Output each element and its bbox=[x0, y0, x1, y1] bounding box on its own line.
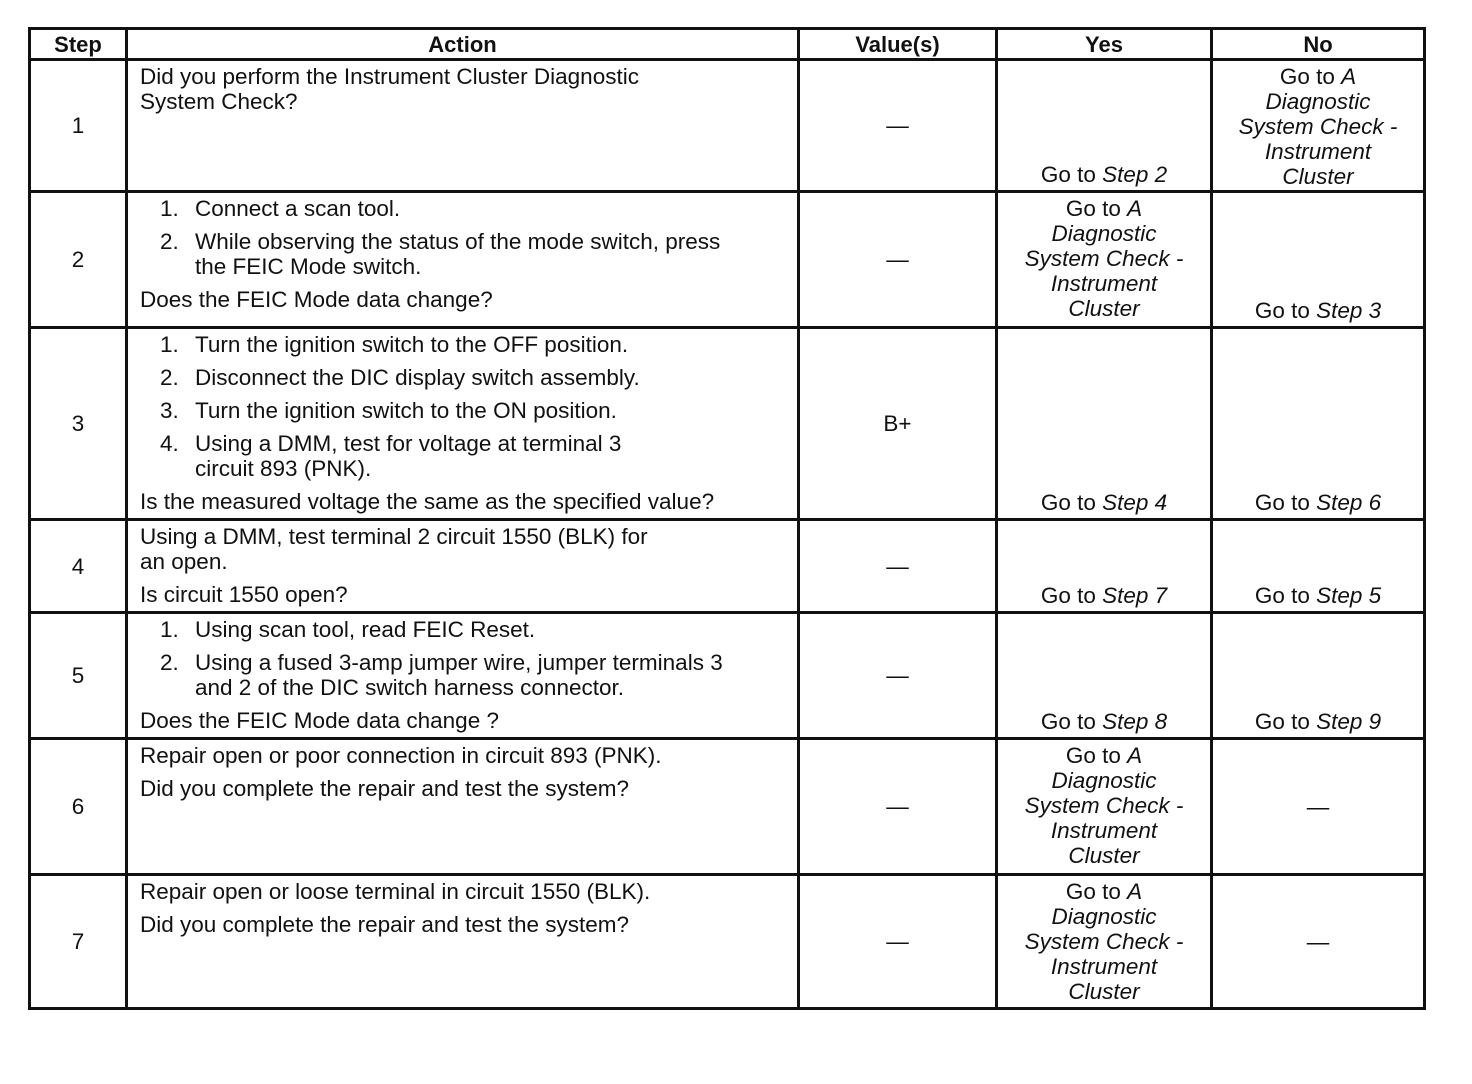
action-content bbox=[140, 332, 789, 514]
action-step-text: Disconnect the DIC display switch assembly. bbox=[195, 365, 640, 390]
no-cell bbox=[1212, 739, 1425, 875]
goto-line bbox=[1213, 709, 1423, 734]
goto-prefix: Go to bbox=[1040, 490, 1103, 515]
goto-prefix: Go to bbox=[1040, 709, 1103, 734]
action-step-text: Connect a scan tool. bbox=[195, 196, 401, 221]
goto-prefix: Go to bbox=[1279, 64, 1342, 89]
spacer bbox=[140, 904, 789, 912]
action-cell bbox=[127, 739, 799, 875]
goto-link[interactable]: Step 5 bbox=[1316, 583, 1382, 608]
goto-link-line: System Check - bbox=[1024, 246, 1184, 271]
table-row bbox=[30, 739, 1425, 875]
action-step-text: Using a fused 3-amp jumper wire, jumper terminals 3 bbox=[195, 650, 723, 675]
step-cell: 6 bbox=[30, 739, 127, 875]
goto-link-line: Diagnostic bbox=[1051, 221, 1157, 246]
action-step-number: 1. bbox=[160, 332, 179, 357]
goto-link-line: System Check - bbox=[1024, 793, 1184, 818]
goto-link-line: Instrument bbox=[1050, 271, 1158, 296]
value-cell: — bbox=[799, 739, 997, 875]
action-question: Does the FEIC Mode data change? bbox=[140, 287, 493, 312]
goto-reference bbox=[1213, 298, 1423, 323]
goto-link-line: Instrument bbox=[1050, 954, 1158, 979]
action-steps-list bbox=[140, 617, 789, 708]
goto-link-line: Diagnostic bbox=[1051, 768, 1157, 793]
action-cell bbox=[127, 520, 799, 613]
action-step-text: the FEIC Mode switch. bbox=[195, 254, 422, 279]
action-text-line: Repair open or loose terminal in circuit 1550 (BLK). bbox=[140, 879, 651, 904]
action-step-text: and 2 of the DIC switch harness connector. bbox=[195, 675, 624, 700]
header-values: Value(s) bbox=[799, 29, 997, 60]
yes-cell bbox=[997, 739, 1212, 875]
step-cell: 1 bbox=[30, 60, 127, 192]
action-content bbox=[140, 64, 789, 114]
action-step-item bbox=[140, 398, 789, 423]
goto-line bbox=[998, 709, 1210, 734]
goto-reference bbox=[998, 709, 1210, 734]
action-text-line: an open. bbox=[140, 549, 228, 574]
goto-reference bbox=[998, 743, 1210, 868]
action-step-number: 3. bbox=[160, 398, 179, 423]
goto-reference bbox=[998, 879, 1210, 1004]
header-row bbox=[30, 29, 1425, 60]
action-question: Is the measured voltage the same as the specified value? bbox=[140, 489, 715, 514]
goto-link[interactable]: Step 8 bbox=[1102, 709, 1168, 734]
action-step-item bbox=[140, 617, 789, 642]
goto-link-line: System Check - bbox=[1024, 929, 1184, 954]
table-row bbox=[30, 875, 1425, 1009]
no-cell bbox=[1212, 520, 1425, 613]
step-cell: 3 bbox=[30, 328, 127, 520]
goto-link-line: Cluster bbox=[1068, 843, 1140, 868]
goto-link-line: Cluster bbox=[1068, 296, 1140, 321]
header-no: No bbox=[1212, 29, 1425, 60]
table-row bbox=[30, 613, 1425, 739]
no-cell bbox=[1212, 875, 1425, 1009]
goto-prefix: Go to bbox=[1040, 583, 1103, 608]
goto-line bbox=[1213, 64, 1423, 89]
action-step-number: 4. bbox=[160, 431, 179, 456]
goto-line bbox=[1213, 583, 1423, 608]
no-cell bbox=[1212, 613, 1425, 739]
goto-link-line: Diagnostic bbox=[1051, 904, 1157, 929]
goto-prefix: Go to bbox=[1254, 298, 1317, 323]
action-cell bbox=[127, 875, 799, 1009]
action-content bbox=[140, 196, 789, 312]
goto-line bbox=[998, 162, 1210, 187]
goto-prefix: Go to bbox=[1065, 196, 1128, 221]
action-cell bbox=[127, 328, 799, 520]
goto-line bbox=[998, 743, 1210, 768]
action-step-text: Using a DMM, test for voltage at terminal 3 bbox=[195, 431, 622, 456]
goto-reference bbox=[998, 162, 1210, 187]
value-cell: — bbox=[799, 60, 997, 192]
no-cell bbox=[1212, 192, 1425, 328]
action-cell bbox=[127, 60, 799, 192]
goto-reference bbox=[1213, 583, 1423, 608]
goto-prefix: Go to bbox=[1254, 583, 1317, 608]
goto-prefix: Go to bbox=[1065, 743, 1128, 768]
yes-cell bbox=[997, 60, 1212, 192]
header-yes: Yes bbox=[997, 29, 1212, 60]
action-step-number: 2. bbox=[160, 365, 179, 390]
goto-link[interactable]: A bbox=[1127, 196, 1143, 221]
yes-cell bbox=[997, 192, 1212, 328]
action-content bbox=[140, 879, 789, 937]
action-question: Did you complete the repair and test the system? bbox=[140, 912, 630, 937]
goto-reference bbox=[1213, 929, 1423, 954]
goto-link-line: System Check - bbox=[1238, 114, 1398, 139]
goto-link[interactable]: A bbox=[1127, 743, 1143, 768]
value-cell: — bbox=[799, 192, 997, 328]
goto-link-line: Instrument bbox=[1264, 139, 1372, 164]
goto-reference bbox=[1213, 794, 1423, 819]
action-step-text: Using scan tool, read FEIC Reset. bbox=[195, 617, 536, 642]
action-content bbox=[140, 524, 789, 607]
action-step-item bbox=[140, 229, 789, 279]
goto-prefix: Go to bbox=[1254, 709, 1317, 734]
goto-line bbox=[1213, 490, 1423, 515]
action-step-item bbox=[140, 365, 789, 390]
goto-link[interactable]: Step 3 bbox=[1316, 298, 1382, 323]
goto-line bbox=[1213, 298, 1423, 323]
step-cell: 4 bbox=[30, 520, 127, 613]
action-text-line: Did you perform the Instrument Cluster Diagnostic bbox=[140, 64, 639, 89]
action-text-line: Using a DMM, test terminal 2 circuit 1550 (BLK) for bbox=[140, 524, 648, 549]
action-content bbox=[140, 617, 789, 733]
action-step-item bbox=[140, 650, 789, 700]
goto-link[interactable]: Step 6 bbox=[1316, 490, 1382, 515]
action-step-number: 1. bbox=[160, 196, 179, 221]
table-row bbox=[30, 328, 1425, 520]
goto-reference bbox=[998, 490, 1210, 515]
goto-reference bbox=[1213, 490, 1423, 515]
goto-link-line: Cluster bbox=[1282, 164, 1354, 189]
action-step-number: 2. bbox=[160, 229, 179, 254]
goto-prefix: Go to bbox=[1254, 490, 1317, 515]
action-question: Did you complete the repair and test the system? bbox=[140, 776, 630, 801]
yes-cell bbox=[997, 520, 1212, 613]
empty-dash: — bbox=[1306, 929, 1330, 954]
goto-reference bbox=[1213, 64, 1423, 189]
step-cell: 5 bbox=[30, 613, 127, 739]
goto-link-line: Diagnostic bbox=[1265, 89, 1371, 114]
action-cell bbox=[127, 192, 799, 328]
value-cell: — bbox=[799, 520, 997, 613]
goto-prefix: Go to bbox=[1040, 162, 1103, 187]
value-cell: B+ bbox=[799, 328, 997, 520]
action-step-item bbox=[140, 431, 789, 481]
table-row bbox=[30, 60, 1425, 192]
diagnostic-table bbox=[28, 27, 1426, 1010]
goto-line bbox=[998, 879, 1210, 904]
action-question: Does the FEIC Mode data change ? bbox=[140, 708, 499, 733]
action-text-line: Repair open or poor connection in circuit 893 (PNK). bbox=[140, 743, 662, 768]
spacer bbox=[140, 768, 789, 776]
value-cell: — bbox=[799, 613, 997, 739]
header-step: Step bbox=[30, 29, 127, 60]
action-text-line: System Check? bbox=[140, 89, 298, 114]
spacer bbox=[140, 574, 789, 582]
goto-line bbox=[998, 196, 1210, 221]
step-cell: 2 bbox=[30, 192, 127, 328]
no-cell bbox=[1212, 60, 1425, 192]
yes-cell bbox=[997, 875, 1212, 1009]
action-step-text: circuit 893 (PNK). bbox=[195, 456, 372, 481]
action-steps-list bbox=[140, 332, 789, 489]
action-steps-list bbox=[140, 196, 789, 287]
action-step-number: 2. bbox=[160, 650, 179, 675]
yes-cell bbox=[997, 328, 1212, 520]
goto-link[interactable]: Step 2 bbox=[1102, 162, 1168, 187]
action-step-item bbox=[140, 332, 789, 357]
value-cell: — bbox=[799, 875, 997, 1009]
action-step-text: While observing the status of the mode switch, press bbox=[195, 229, 721, 254]
action-step-item bbox=[140, 196, 789, 221]
goto-reference bbox=[998, 583, 1210, 608]
step-cell: 7 bbox=[30, 875, 127, 1009]
goto-link-line: Instrument bbox=[1050, 818, 1158, 843]
action-content bbox=[140, 743, 789, 801]
action-step-text: Turn the ignition switch to the OFF position. bbox=[195, 332, 629, 357]
action-question: Is circuit 1550 open? bbox=[140, 582, 348, 607]
goto-link-line: Cluster bbox=[1068, 979, 1140, 1004]
action-step-text: Turn the ignition switch to the ON position. bbox=[195, 398, 617, 423]
goto-link[interactable]: Step 7 bbox=[1102, 583, 1168, 608]
action-step-number: 1. bbox=[160, 617, 179, 642]
goto-link[interactable]: Step 9 bbox=[1316, 709, 1382, 734]
goto-line bbox=[998, 490, 1210, 515]
goto-link[interactable]: A bbox=[1341, 64, 1357, 89]
table-row bbox=[30, 192, 1425, 328]
no-cell bbox=[1212, 328, 1425, 520]
action-cell bbox=[127, 613, 799, 739]
empty-dash: — bbox=[1306, 794, 1330, 819]
header-action: Action bbox=[127, 29, 799, 60]
goto-prefix: Go to bbox=[1065, 879, 1128, 904]
goto-reference bbox=[1213, 709, 1423, 734]
goto-link[interactable]: A bbox=[1127, 879, 1143, 904]
goto-reference bbox=[998, 196, 1210, 321]
yes-cell bbox=[997, 613, 1212, 739]
goto-line bbox=[998, 583, 1210, 608]
table-row bbox=[30, 520, 1425, 613]
goto-link[interactable]: Step 4 bbox=[1102, 490, 1168, 515]
